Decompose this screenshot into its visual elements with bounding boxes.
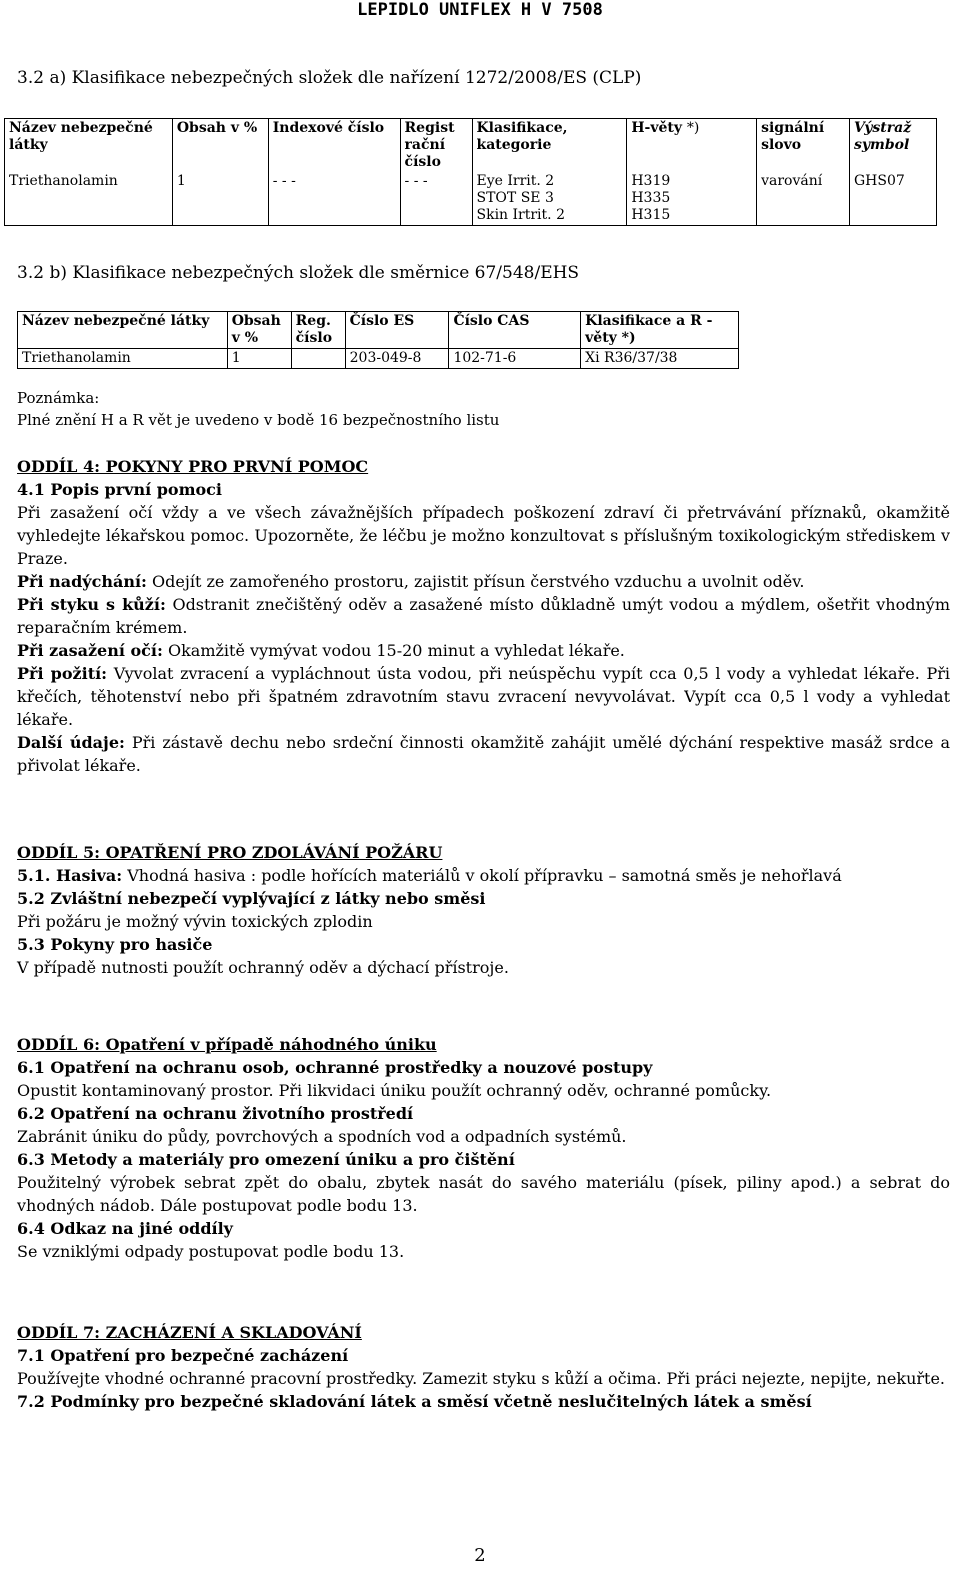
cell-reg: - - - (400, 172, 472, 226)
section-6-heading: ODDÍL 6: Opatření v případě náhodného úniku (17, 1035, 437, 1054)
section-6-1-heading: 6.1 Opatření na ochranu osob, ochranné prostředky a nouzové postupy (17, 1058, 653, 1077)
header-reg: Regist rační číslo (400, 119, 472, 173)
section-7-2-heading: 7.2 Podmínky pro bezpečné skladování látek a směsí včetně neslučitelných látek a směsí (17, 1392, 812, 1411)
section-7 (17, 1321, 950, 1413)
section-7-1-heading: 7.1 Opatření pro bezpečné zacházení (17, 1346, 349, 1365)
cell-reg (291, 349, 345, 369)
section-7-1-text: Používejte vhodné ochranné pracovní prostředky. Zamezit styku s kůží a očima. Při práci nejezte, nepijte, nekuřte. (17, 1369, 946, 1388)
section-5-2-text: Při požáru je možný vývin toxických zplodin (17, 912, 373, 931)
section-3-2a-heading: 3.2 a) Klasifikace nebezpečných složek dle nařízení 1272/2008/ES (CLP) (17, 68, 642, 88)
cell-klasifikace: Eye Irrit. 2 STOT SE 3 Skin Irtrit. 2 (472, 172, 627, 226)
section-4-heading: ODDÍL 4: POKYNY PRO PRVNÍ POMOC (17, 457, 369, 476)
header-klasifikace: Klasifikace a R - věty *) (581, 312, 739, 349)
cell-klasifikace: Xi R36/37/38 (581, 349, 739, 369)
section-3-2b-heading: 3.2 b) Klasifikace nebezpečných složek dle směrnice 67/548/EHS (17, 263, 580, 283)
cell-index: - - - (268, 172, 400, 226)
cell-name: Triethanolamin (5, 172, 173, 226)
section-6-4-text: Se vzniklými odpady postupovat podle bodu 13. (17, 1242, 405, 1261)
section-5-1: 5.1. Hasiva: Vhodná hasiva : podle hořících materiálů v okolí přípravku – samotná směs je nehořlavá (17, 866, 842, 885)
header-hvety: H-věty *) (627, 119, 757, 173)
cell-symbol: GHS07 (850, 172, 937, 226)
section-6-2-heading: 6.2 Opatření na ochranu životního prostředí (17, 1104, 414, 1123)
header-name: Název nebezpečné látky (5, 119, 173, 173)
header-name: Název nebezpečné látky (18, 312, 228, 349)
header-klasifikace: Klasifikace, kategorie (472, 119, 627, 173)
header-cas: Číslo CAS (449, 312, 581, 349)
section-6-3-text: Použitelný výrobek sebrat zpět do obalu, zbytek nasát do savého materiálu (písek, piliny apod.) a sebrat do vhodných nádob. Dále postupovat podle bodu 13. (17, 1173, 950, 1215)
cell-name: Triethanolamin (18, 349, 228, 369)
section-4 (17, 455, 950, 777)
section-6-3-heading: 6.3 Metody a materiály pro omezení úniku a pro čištění (17, 1150, 515, 1169)
section-5-2-heading: 5.2 Zvláštní nebezpečí vyplývající z látky nebo směsi (17, 889, 486, 908)
section-5 (17, 841, 950, 979)
table-header-row (5, 119, 937, 173)
header-signal: signální slovo (757, 119, 850, 173)
cell-obsah: 1 (172, 172, 268, 226)
cell-hvety: H319 H335 H315 (627, 172, 757, 226)
section-7-heading: ODDÍL 7: ZACHÁZENÍ A SKLADOVÁNÍ (17, 1323, 362, 1342)
section-4-1-text: Při zasažení očí vždy a ve všech závažnějších případech poškození zdraví či přetrvávání příznaků, okamžitě vyhledejte lékařskou pomoc. Upozorněte, že léčbu je možno konzultovat s příslušným toxikologickým střediskem v Praze. (17, 503, 950, 568)
header-obsah: Obsah v % (172, 119, 268, 173)
other-info-paragraph: Další údaje: Při zástavě dechu nebo srdeční činnosti okamžitě zahájit umělé dýchání respektive masáž srdce a přivolat lékaře. (17, 733, 950, 775)
cell-cas: 102-71-6 (449, 349, 581, 369)
header-reg: Reg. číslo (291, 312, 345, 349)
note-label: Poznámka: (17, 389, 100, 407)
section-5-3-text: V případě nutnosti použít ochranný oděv a dýchací přístroje. (17, 958, 509, 977)
table-row (18, 349, 739, 369)
cell-signal: varování (757, 172, 850, 226)
section-6-4-heading: 6.4 Odkaz na jiné oddíly (17, 1219, 233, 1238)
eye-paragraph: Při zasažení očí: Okamžitě vymývat vodou 15-20 minut a vyhledat lékaře. (17, 641, 625, 660)
eec-classification-table (17, 311, 739, 369)
clp-classification-table (4, 118, 937, 226)
page-number: 2 (474, 1545, 486, 1566)
section-4-1-heading: 4.1 Popis první pomoci (17, 480, 222, 499)
header-index: Indexové číslo (268, 119, 400, 173)
section-5-3-heading: 5.3 Pokyny pro hasiče (17, 935, 213, 954)
header-es: Číslo ES (345, 312, 449, 349)
ingestion-paragraph: Při požití: Vyvolat zvracení a vypláchnout ústa vodou, při neúspěchu vypít cca 0,5 l vody a vyhledat lékaře. Při křečích, těhotenství nebo při špatném zdravotním stavu zvracení nevyvolávat. Vypít cca 0,5 l vody a vyhledat lékaře. (17, 664, 950, 729)
table-row (5, 172, 937, 226)
table-header-row (18, 312, 739, 349)
cell-es: 203-049-8 (345, 349, 449, 369)
cell-obsah: 1 (227, 349, 291, 369)
document-title: LEPIDLO UNIFLEX H V 7508 (357, 0, 603, 20)
section-6-2-text: Zabránit úniku do půdy, povrchových a spodních vod a odpadních systémů. (17, 1127, 627, 1146)
section-6-1-text: Opustit kontaminovaný prostor. Při likvidaci úniku použít ochranný oděv, ochranné pomůcky. (17, 1081, 772, 1100)
header-symbol: Výstraž symbol (850, 119, 937, 173)
section-5-heading: ODDÍL 5: OPATŘENÍ PRO ZDOLÁVÁNÍ POŽÁRU (17, 843, 443, 862)
header-obsah: Obsah v % (227, 312, 291, 349)
skin-paragraph: Při styku s kůží: Odstranit znečištěný oděv a zasažené místo důkladně umýt vodou a mýdlem, ošetřit vhodným reparačním krémem. (17, 595, 951, 637)
section-6 (17, 1033, 950, 1263)
note-block (17, 387, 950, 431)
inhalation-paragraph: Při nadýchání: Odejít ze zamořeného prostoru, zajistit přísun čerstvého vzduchu a uvolnit oděv. (17, 572, 805, 591)
note-text: Plné znění H a R vět je uvedeno v bodě 16 bezpečnostního listu (17, 411, 500, 429)
